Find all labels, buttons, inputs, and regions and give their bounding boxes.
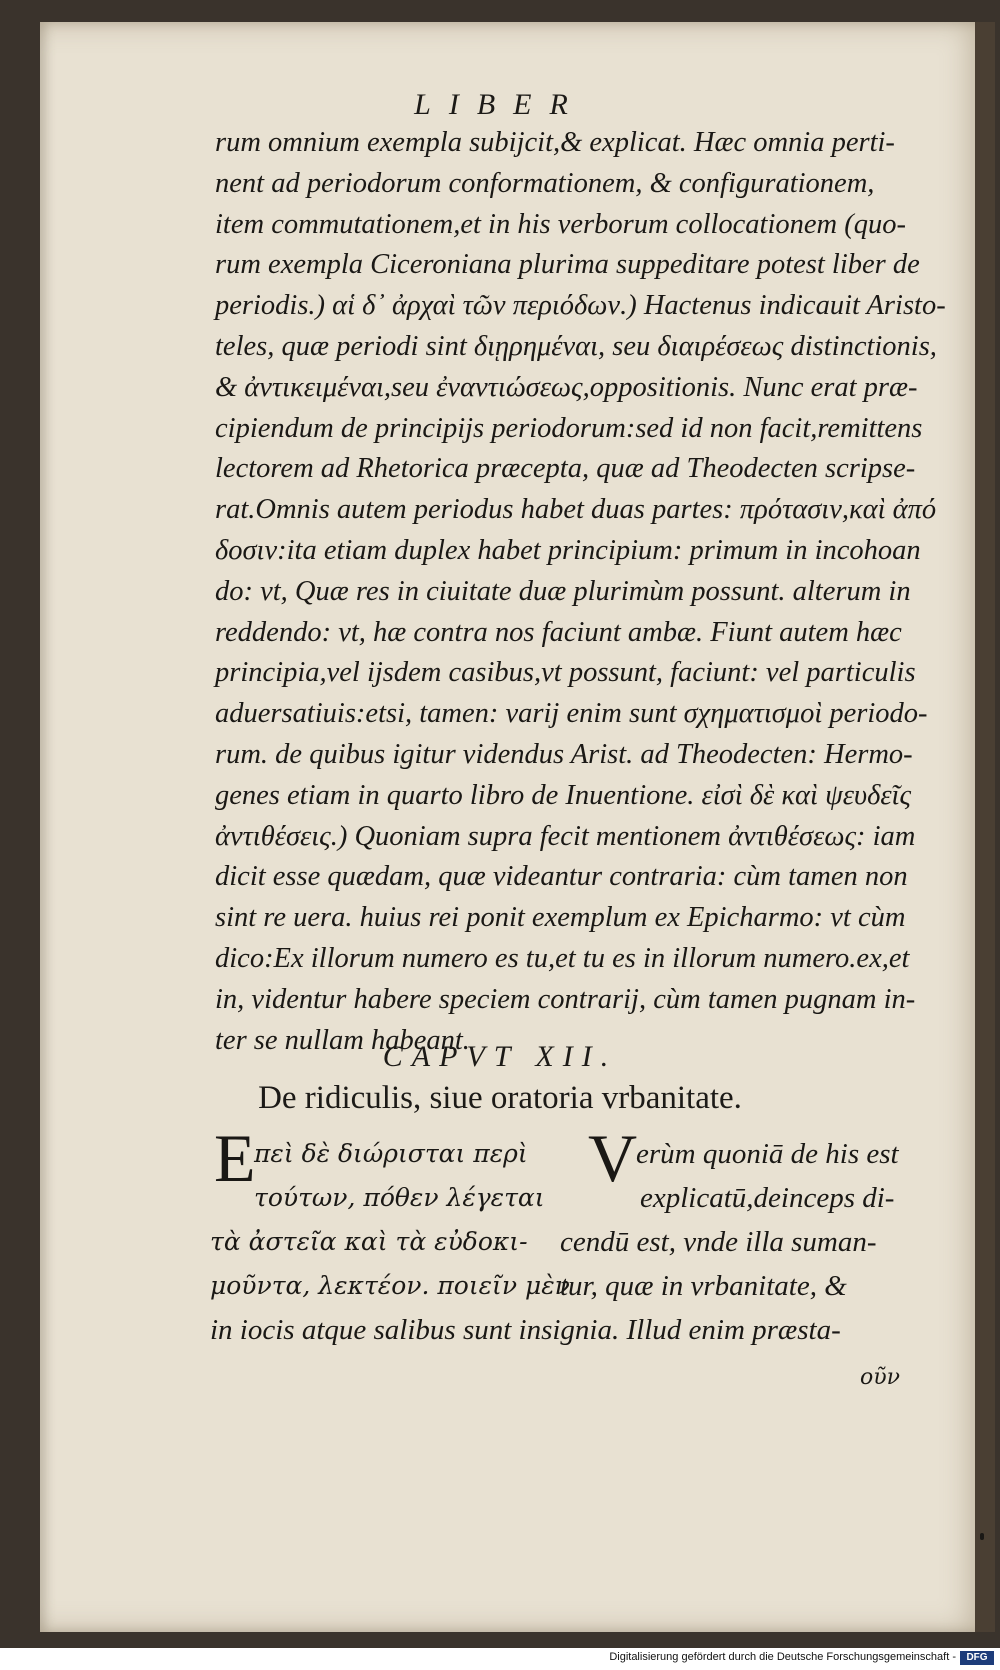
text-line: cipiendum de principijs periodorum:sed id non facit,remittens — [215, 412, 923, 444]
text-line: rum. de quibus igitur videndus Arist. ad Theodecten: Hermo- — [215, 738, 913, 770]
footer-credit: Digitalisierung gefördert durch die Deutsche Forschungsgemeinschaft - — [609, 1651, 956, 1663]
greek-line: τὰ ἀστεῖα καὶ τὰ εὐδοκι- — [210, 1227, 528, 1256]
text-line: genes etiam in quarto libro de Inuentione. εἰσὶ δὲ καὶ ψευδεῖς — [215, 779, 912, 811]
ink-speck — [980, 1533, 984, 1540]
text-line: ἀντιθέσεις.) Quoniam supra fecit mentionem ἀντιθέσεως: iam — [215, 820, 916, 852]
greek-column — [210, 1132, 570, 1308]
text-line: δοσιν:ita etiam duplex habet principium: primum in incohoan — [215, 534, 921, 566]
text-line: in, videntur habere speciem contrarij, cùm tamen pugnam in- — [215, 983, 916, 1015]
text-line: principia,vel ijsdem casibus,vt possunt, faciunt: vel particulis — [215, 657, 916, 689]
text-line: ter se nullam habeant. — [215, 1024, 470, 1056]
greek-line: πεὶ δὲ διώρισται περὶ — [254, 1139, 528, 1168]
text-line: item commutationem,et in his verborum collocationem (quo- — [215, 208, 906, 240]
catchword: οῦν — [860, 1365, 900, 1390]
text-line: rum exempla Ciceroniana plurima suppeditare potest liber de — [215, 249, 920, 281]
page-edge — [975, 22, 995, 1632]
text-line: teles, quæ periodi sint διῃρημέναι, seu διαιρέσεως distinctionis, — [215, 330, 937, 362]
latin-dropcap: V — [588, 1120, 638, 1196]
text-line: dicit esse quædam, quæ videantur contraria: cùm tamen non — [215, 861, 908, 893]
latin-column — [560, 1132, 970, 1308]
greek-dropcap: E — [214, 1120, 256, 1196]
text-line: lectorem ad Rhetorica præcepta, quæ ad Theodecten scripse- — [215, 453, 916, 485]
latin-line: cendū est, vnde illa suman- — [560, 1226, 877, 1258]
text-line: aduersatiuis:etsi, tamen: varij enim sunt σχηματισμοὶ periodo- — [215, 698, 928, 730]
greek-line: τούτων, πόθεν λέγεται — [254, 1183, 545, 1212]
body-text — [215, 123, 955, 1061]
latin-line: tur, quæ in vrbanitate, & — [560, 1270, 847, 1302]
text-line: dico:Ex illorum numero es tu,et tu es in illorum numero.ex,et — [215, 942, 910, 974]
text-line: periodis.) αἱ δ᾽ ἀρχαὶ τῶν περιόδων.) Hactenus indicauit Aristo- — [215, 290, 946, 322]
text-line: rat.Omnis autem periodus habet duas partes: πρότασιν,καὶ ἀπό — [215, 494, 937, 526]
text-line: rum omnium exempla subijcit,& explicat. Hæc omnia perti- — [215, 127, 895, 158]
chapter-heading: CAPVT XII. — [382, 1040, 618, 1073]
text-line: & ἀντικειμέναι,seu ἐναντιώσεως,oppositionis. Nunc erat præ- — [215, 371, 918, 403]
latin-line: explicatū,deinceps di- — [640, 1182, 895, 1214]
latin-line: erùm quoniā de his est — [636, 1138, 899, 1170]
text-line: sint re uera. huius rei ponit exemplum ex Epicharmo: vt cùm — [215, 902, 906, 934]
text-line: reddendo: vt, hæ contra nos faciunt ambæ. Fiunt autem hæc — [215, 616, 902, 648]
chapter-subtitle: De ridiculis, siue oratoria vrbanitate. — [258, 1080, 742, 1116]
text-line: nent ad periodorum conformationem, & configurationem, — [215, 167, 875, 199]
text-line: do: vt, Quæ res in ciuitate duæ plurimùm possunt. alterum in — [215, 575, 911, 607]
running-head: LIBER — [414, 88, 586, 121]
full-width-line: in iocis atque salibus sunt insignia. Illud enim præsta- — [210, 1314, 841, 1346]
greek-line: μοῦντα, λεκτέον. ποιεῖν μὲν — [210, 1271, 570, 1300]
dfg-logo: DFG — [960, 1651, 994, 1665]
